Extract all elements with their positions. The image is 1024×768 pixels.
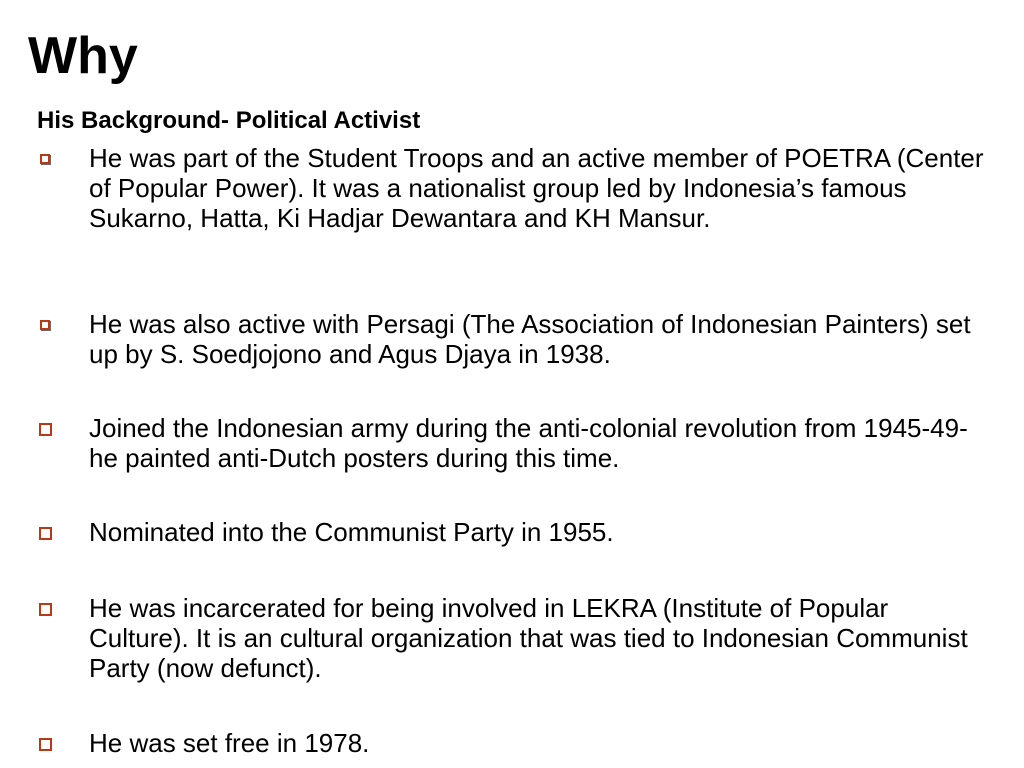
slide-subtitle: His Background- Political Activist — [37, 107, 421, 134]
bullet-text: Joined the Indonesian army during the anti-colonial revolution from 1945-49- he painted anti-Dutch posters during this time. — [89, 413, 968, 473]
hollow-square-bullet-icon — [39, 603, 52, 616]
square-bullet-icon — [40, 320, 50, 330]
bullet-item — [89, 143, 989, 233]
bullet-item — [89, 309, 989, 369]
bullet-text: He was set free in 1978. — [89, 728, 370, 758]
square-bullet-icon — [40, 154, 50, 164]
bullet-text: He was part of the Student Troops and an active member of POETRA (Center of Popular Power). It was a nationalist group led by Indonesia’s famous Sukarno, Hatta, Ki Hadjar Dewantara and KH Mansur. — [89, 143, 984, 233]
hollow-square-bullet-icon — [39, 423, 52, 436]
bullet-item — [89, 593, 989, 683]
bullet-item — [89, 517, 989, 547]
bullet-text: He was also active with Persagi (The Association of Indonesian Painters) set up by S. Soedjojono and Agus Djaya in 1938. — [89, 309, 971, 369]
hollow-square-bullet-icon — [39, 738, 52, 751]
slide-title: Why — [28, 27, 138, 85]
bullet-item — [89, 413, 989, 473]
bullet-text: Nominated into the Communist Party in 1955. — [89, 517, 614, 547]
bullet-item — [89, 728, 989, 758]
bullet-text: He was incarcerated for being involved in LEKRA (Institute of Popular Culture). It is an cultural organization that was tied to Indonesian Communist Party (now defunct). — [89, 593, 968, 683]
hollow-square-bullet-icon — [39, 527, 52, 540]
